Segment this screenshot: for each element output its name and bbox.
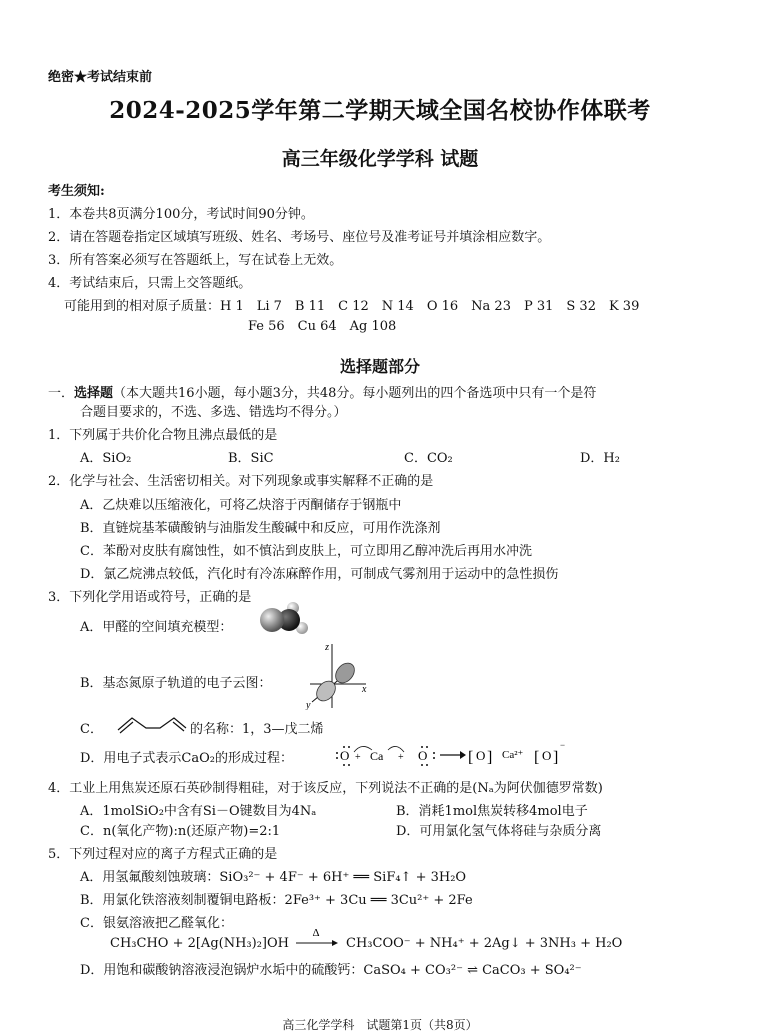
axis-y-label: y: [306, 700, 311, 710]
axis-z-label: z: [325, 642, 329, 653]
exam-title: 2024-2025学年第二学期天域全国名校协作体联考: [109, 97, 651, 124]
q1-stem: 1．下列属于共价化合物且沸点最低的是: [48, 428, 278, 443]
part-number: 一．: [48, 386, 75, 401]
part-desc-cont: 合题目要求的，不选、多选、错选均不得分。）: [80, 405, 347, 420]
q1-option-c: C．CO₂: [404, 451, 453, 466]
svg-text:+: +: [355, 752, 361, 763]
q5-stem: 5．下列过程对应的离子方程式正确的是: [48, 847, 278, 862]
electron-formula-icon: [332, 738, 572, 770]
q3-stem: 3．下列化学用语或符号，正确的是: [48, 590, 252, 605]
svg-text:]: ]: [487, 749, 493, 766]
notice-item: 3．所有答案必须写在答题纸上，写在试卷上无效。: [48, 253, 343, 268]
pentadiene-skeleton-icon: [116, 712, 188, 734]
q4-option-d: D．可用氯化氢气体将硅与杂质分离: [396, 824, 602, 839]
q2-option-a: A．乙炔难以压缩液化，可将乙炔溶于丙酮储存于钢瓶中: [80, 498, 402, 513]
q4-option-c: C．n(氧化产物):n(还原产物)=2:1: [80, 824, 281, 839]
svg-text:+: +: [398, 752, 404, 763]
q3-option-b: B．基态氮原子轨道的电子云图：: [80, 676, 272, 691]
q5-option-a: A．用氢氟酸刻蚀玻璃：SiO₃²⁻ + 4F⁻ + 6H⁺ ══ SiF₄↑ + 3H₂O: [80, 870, 467, 885]
q1-option-d: D．H₂: [580, 451, 620, 466]
q4-option-a: A．1molSiO₂中含有Si－O键数目为4Nₐ: [80, 804, 317, 819]
notice-item: 4．考试结束后，只需上交答题纸。: [48, 276, 252, 291]
svg-text:]: ]: [553, 749, 559, 766]
q3-option-c-text: 的名称：1，3—戊二烯: [190, 722, 324, 737]
exam-subtitle: 高三年级化学学科 试题: [281, 148, 479, 170]
notice-heading: 考生须知:: [48, 184, 105, 199]
section-title: 选择题部分: [339, 357, 420, 376]
q5-option-d: D．用饱和碳酸钠溶液浸泡锅炉水垢中的硫酸钙：CaSO₄ + CO₃²⁻ ⇌ CaCO₃ + SO₄²⁻: [80, 963, 582, 978]
svg-text:O: O: [340, 748, 350, 763]
q1-option-a: A．SiO₂: [80, 451, 132, 466]
q2-stem: 2．化学与社会、生活密切相关。对下列现象或事实解释不正确的是: [48, 474, 434, 489]
q4-option-b: B．消耗1mol焦炭转移4mol电子: [396, 804, 588, 819]
q5-option-c-eq-right: CH₃COO⁻ + NH₄⁺ + 2Ag↓ + 3NH₃ + H₂O: [346, 936, 623, 951]
page-footer: 高三化学学科 试题第1页（共8页）: [282, 1018, 478, 1032]
ca-ion: Ca²⁺: [502, 749, 524, 761]
p-orbital-icon: [300, 640, 375, 710]
axis-x-label: x: [362, 684, 367, 695]
q5-option-c: C．银氨溶液把乙醛氧化：: [80, 916, 233, 931]
q2-option-c: C．苯酚对皮肤有腐蚀性，如不慎沾到皮肤上，可立即用乙醇冲洗后再用水冲洗: [80, 544, 532, 559]
formaldehyde-model-icon: [256, 598, 316, 638]
ca-symbol: Ca: [370, 749, 384, 763]
notice-item: 1．本卷共8页满分100分，考试时间90分钟。: [48, 207, 314, 222]
part-label: [48, 382, 596, 401]
q5-option-c-eq-left: CH₃CHO + 2[Ag(NH₃)₂]OH: [110, 936, 289, 951]
q3-option-c-label: C．: [80, 722, 103, 737]
svg-text:[: [: [534, 749, 540, 766]
svg-text:[: [: [468, 749, 474, 766]
part-desc: （本大题共16小题，每小题3分，共48分。每小题列出的四个备选项中只有一个是符: [113, 386, 597, 401]
q5-option-b: B．用氯化铁溶液刻制覆铜电路板：2Fe³⁺ + 3Cu ══ 3Cu²⁺ + 2Fe: [80, 893, 473, 908]
svg-text:−: −: [560, 740, 566, 750]
q3-option-d: D．用电子式表示CaO₂的形成过程：: [80, 751, 293, 766]
q2-option-d: D．氯乙烷沸点较低，汽化时有冷冻麻醉作用，可制成气雾剂用于运动中的急性损伤: [80, 567, 559, 582]
atomic-mass-line: Fe 56 Cu 64 Ag 108: [248, 319, 397, 334]
notice-item: 2．请在答题卷指定区域填写班级、姓名、考场号、座位号及准考证号并填涂相应数字。: [48, 230, 551, 245]
part-heading: 选择题: [74, 386, 114, 401]
svg-text:O: O: [476, 748, 486, 763]
q1-option-b: B．SiC: [228, 451, 274, 466]
confidential-mark: 绝密★考试结束前: [48, 70, 153, 85]
svg-text:O: O: [418, 748, 428, 763]
reaction-arrow-icon: [292, 926, 340, 950]
svg-text:O: O: [542, 748, 552, 763]
atomic-mass-line: 可能用到的相对原子质量：H 1 Li 7 B 11 C 12 N 14 O 16 Na 23 P 31 S 32 K 39: [64, 299, 640, 314]
q3-option-a: A．甲醛的空间填充模型：: [80, 620, 233, 635]
q4-stem: 4．工业上用焦炭还原石英砂制得粗硅，对于该反应，下列说法不正确的是(Nₐ为阿伏伽德罗常数): [48, 781, 603, 796]
heat-condition: Δ: [312, 927, 320, 939]
q2-option-b: B．直链烷基苯磺酸钠与油脂发生酸碱中和反应，可用作洗涤剂: [80, 521, 441, 536]
